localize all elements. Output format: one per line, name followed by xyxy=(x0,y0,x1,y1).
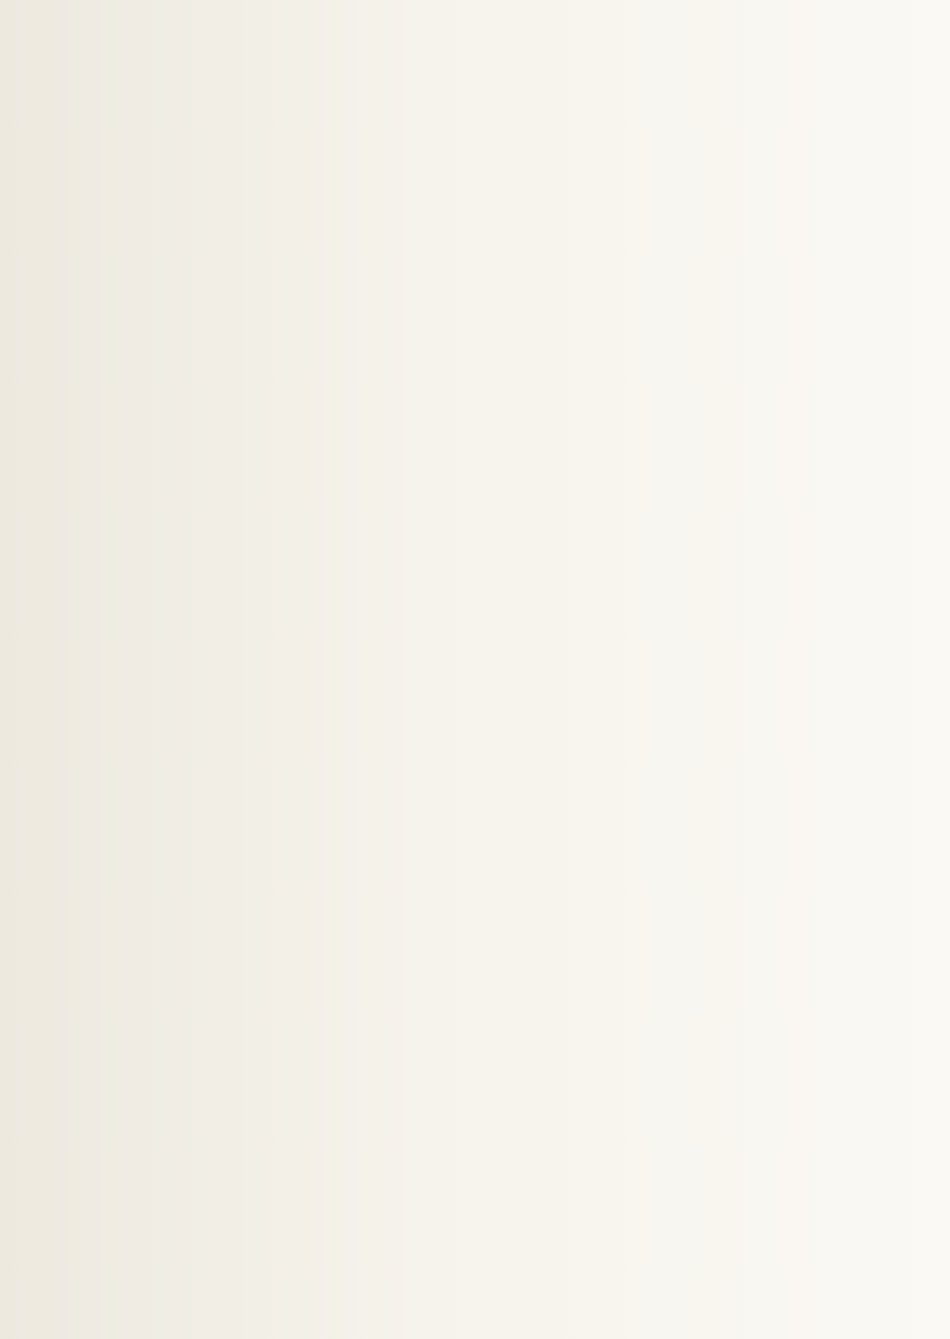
right-text-column xyxy=(511,343,883,362)
